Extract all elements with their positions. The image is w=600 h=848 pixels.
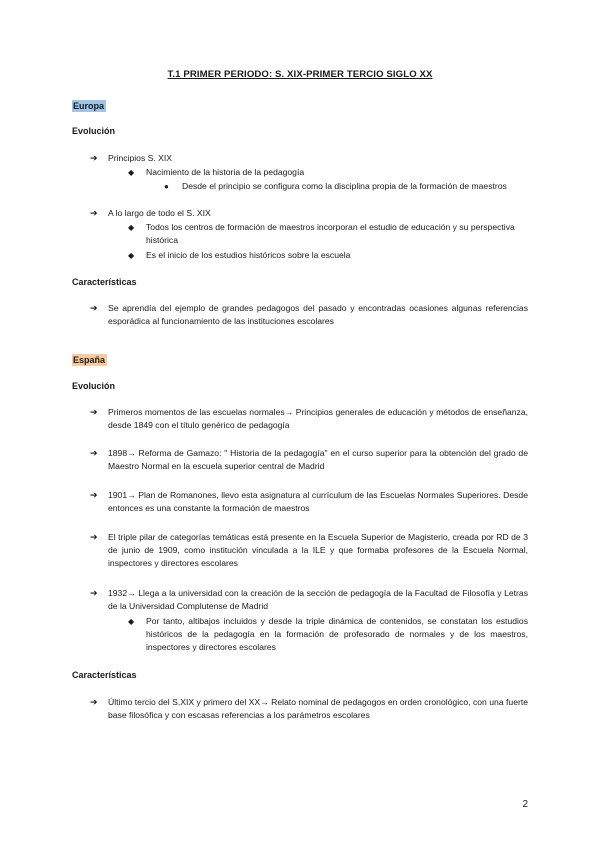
europa-evolucion-item: ➔ Principios S. XIX <box>90 153 172 163</box>
espana-caracteristicas-heading: Características <box>72 670 137 680</box>
europa-evolucion-subitem: ◆ Nacimiento de la historia de la pedagogía <box>128 167 305 177</box>
arrow-icon: ➔ <box>90 697 98 707</box>
arrow-icon: ➔ <box>90 588 98 598</box>
europa-caracteristicas-heading: Características <box>72 277 137 287</box>
arrow-icon: ➔ <box>90 208 98 218</box>
espana-evolucion-item: ➔ 1901→ Plan de Romanones, llevo esta asignatura al currículum de las Escuelas Normales Superiores. Desde entonces es una constante la formación de maestros <box>90 490 528 513</box>
europa-evolucion-heading: Evolución <box>72 126 116 136</box>
diamond-bullet-icon: ◆ <box>128 251 135 260</box>
espana-evolucion-item: ➔ Primeros momentos de las escuelas normales→ Principios generales de educación y métodos de enseñanza, desde 1849 con el título genérico de pedagogía <box>90 407 528 430</box>
diamond-bullet-icon: ◆ <box>128 168 135 177</box>
arrow-icon: ➔ <box>90 303 98 313</box>
section-heading-europa: Europa <box>73 101 105 111</box>
europa-evolucion-subsubitem: ● Desde el principio se configura como la disciplina propia de la formación de maestros <box>164 181 507 191</box>
europa-evolucion-subitem: ◆ Es el inicio de los estudios históricos sobre la escuela <box>128 250 351 260</box>
section-heading-espana: España <box>73 355 106 365</box>
europa-caracteristicas-item: ➔ Se aprendía del ejemplo de grandes pedagogos del pasado y encontradas ocasiones algunas referencias esporádica al funcionamiento de las instituciones escolares <box>90 303 528 326</box>
page-number: 2 <box>522 799 528 810</box>
arrow-icon: ➔ <box>90 407 98 417</box>
espana-evolucion-subitem: ◆ Por tanto, altibajos incluidos y desde la triple dinámica de contenidos, se constatan los estudios históricos de la pedagogía en la formación de profesorado de normales y de los maestros, inspectores y directores escolares <box>128 616 528 652</box>
arrow-icon: ➔ <box>90 448 98 458</box>
europa-evolucion-subitem: ◆ Todos los centros de formación de maestros incorporan el estudio de educación y su perspectiva histórica <box>128 222 515 245</box>
espana-evolucion-item: ➔ 1898→ Reforma de Gamazo: " Historia de la pedagogía" en el curso superior para la obtención del grado de Maestro Normal en la escuela superior central de Madrid <box>90 448 528 471</box>
espana-evolucion-heading: Evolución <box>72 381 116 391</box>
arrow-icon: ➔ <box>90 153 98 163</box>
europa-evolucion-item: ➔ A lo largo de todo el S. XIX <box>90 208 211 218</box>
dot-bullet-icon: ● <box>164 182 169 191</box>
diamond-bullet-icon: ◆ <box>128 223 135 232</box>
espana-caracteristicas-item: ➔ Último tercio del S.XIX y primero del XX→ Relato nominal de pedagogos en orden cronológico, con una fuerte base filosófica y con escasas referencias a los parámetros escolares <box>90 697 528 720</box>
arrow-icon: ➔ <box>90 490 98 500</box>
arrow-icon: ➔ <box>90 532 98 542</box>
page-title: T.1 PRIMER PERIODO: S. XIX-PRIMER TERCIO SIGLO XX <box>167 69 433 80</box>
espana-evolucion-item: ➔ 1932→ Llega a la universidad con la creación de la sección de pedagogía de la Facultad de Filosofía y Letras de la Universidad Complutense de Madrid <box>90 588 528 611</box>
diamond-bullet-icon: ◆ <box>128 617 135 626</box>
espana-evolucion-item: ➔ El triple pilar de categorías temáticas está presente en la Escuela Superior de Magisterio, creada por RD de 3 de junio de 1909, como institución vinculada a la ILE y que formaba profesores de la Escuela Normal, inspectores y directores escolares <box>90 532 528 568</box>
